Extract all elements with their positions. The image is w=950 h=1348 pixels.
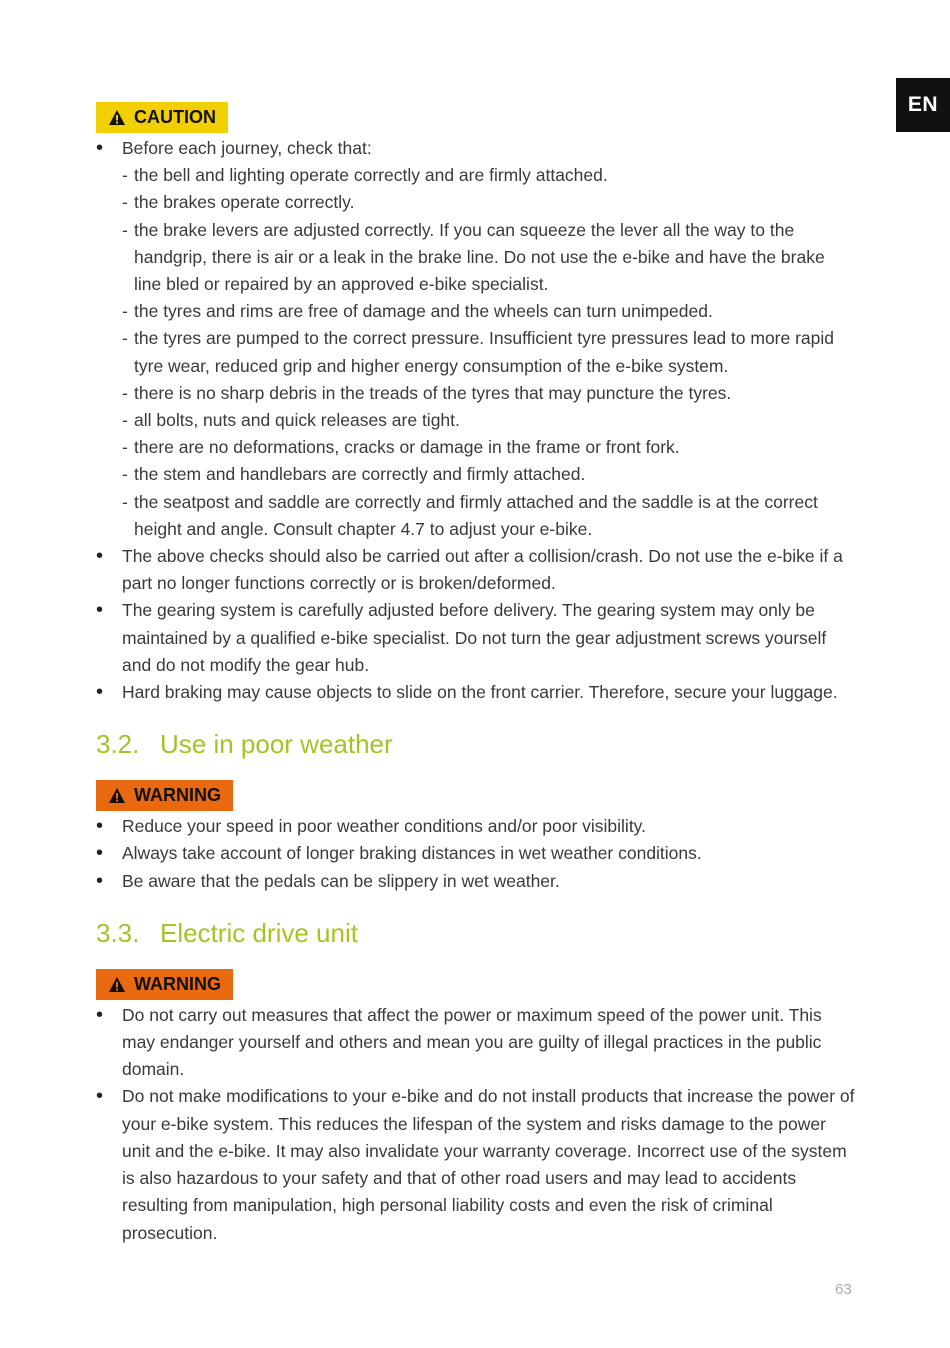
section-title: Electric drive unit (160, 917, 358, 948)
checklist-item: - all bolts, nuts and quick releases are tight. (122, 407, 856, 434)
list-item: • The gearing system is carefully adjusted before delivery. The gearing system may only be maintained by a qualified e-bike specialist. Do not turn the gear adjustment screws yourself and do not modify the gear hub. (96, 597, 856, 679)
checklist-item: - the seatpost and saddle are correctly and firmly attached and the saddle is at the correct height and angle. Consult chapter 4.7 to adjust your e-bike. (122, 489, 856, 543)
caution-badge (96, 102, 228, 133)
section-heading-3-3 (96, 918, 856, 948)
warning-triangle-icon (108, 787, 126, 804)
language-tab-en: EN (896, 78, 950, 132)
checklist-item: - the tyres and rims are free of damage and the wheels can turn unimpeded. (122, 298, 856, 325)
list-item-text: Before each journey, check that: (122, 138, 372, 158)
checklist-item: - the tyres are pumped to the correct pressure. Insufficient tyre pressures lead to more rapid tyre wear, reduced grip and higher energy consumption of the e-bike system. (122, 325, 856, 379)
list-item: • Always take account of longer braking distances in wet weather conditions. (96, 840, 856, 867)
list-item: • Hard braking may cause objects to slide on the front carrier. Therefore, secure your luggage. (96, 679, 856, 706)
warning-badge (96, 969, 233, 1000)
list-item: • The above checks should also be carried out after a collision/crash. Do not use the e-bike if a part no longer functions correctly or is broken/deformed. (96, 543, 856, 597)
list-item: • Be aware that the pedals can be slippery in wet weather. (96, 868, 856, 895)
list-item (96, 135, 856, 543)
warning-label: WARNING (134, 785, 221, 806)
warning-triangle-icon (108, 109, 126, 126)
page-content (96, 102, 856, 1247)
section-title: Use in poor weather (160, 729, 393, 760)
section-number: 3.2. (96, 729, 140, 760)
list-item: • Do not carry out measures that affect the power or maximum speed of the power unit. This may endanger yourself and others and mean you are guilty of illegal practices in the public domain. (96, 1002, 856, 1084)
list-item: • Reduce your speed in poor weather conditions and/or poor visibility. (96, 813, 856, 840)
caution-list (96, 135, 856, 706)
section-number: 3.3. (96, 917, 140, 948)
drive-unit-warning-list (96, 1002, 856, 1247)
checklist (122, 162, 856, 543)
checklist-item: - the brakes operate correctly. (122, 189, 856, 216)
page-number: 63 (835, 1281, 852, 1298)
warning-label: WARNING (134, 973, 221, 994)
checklist-item: - the brake levers are adjusted correctly. If you can squeeze the lever all the way to the handgrip, there is air or a leak in the brake line. Do not use the e-bike and have the brake line bled or repaired by an approved e-bike specialist. (122, 217, 856, 299)
checklist-item: - there is no sharp debris in the treads of the tyres that may puncture the tyres. (122, 380, 856, 407)
checklist-item: - the stem and handlebars are correctly and firmly attached. (122, 461, 856, 488)
checklist-item: - there are no deformations, cracks or damage in the frame or front fork. (122, 434, 856, 461)
warning-triangle-icon (108, 976, 126, 993)
checklist-item: - the bell and lighting operate correctly and are firmly attached. (122, 162, 856, 189)
weather-warning-list (96, 813, 856, 895)
section-heading-3-2 (96, 729, 856, 759)
list-item: • Do not make modifications to your e-bike and do not install products that increase the power of your e-bike system. This reduces the lifespan of the system and risks damage to the power unit and the e-bike. It may also invalidate your warranty coverage. Incorrect use of the system is also hazardous to your safety and that of other road users and may lead to accidents resulting from manipulation, high personal liability costs and even the risk of criminal prosecution. (96, 1083, 856, 1246)
caution-label: CAUTION (134, 107, 216, 127)
warning-badge (96, 780, 233, 811)
